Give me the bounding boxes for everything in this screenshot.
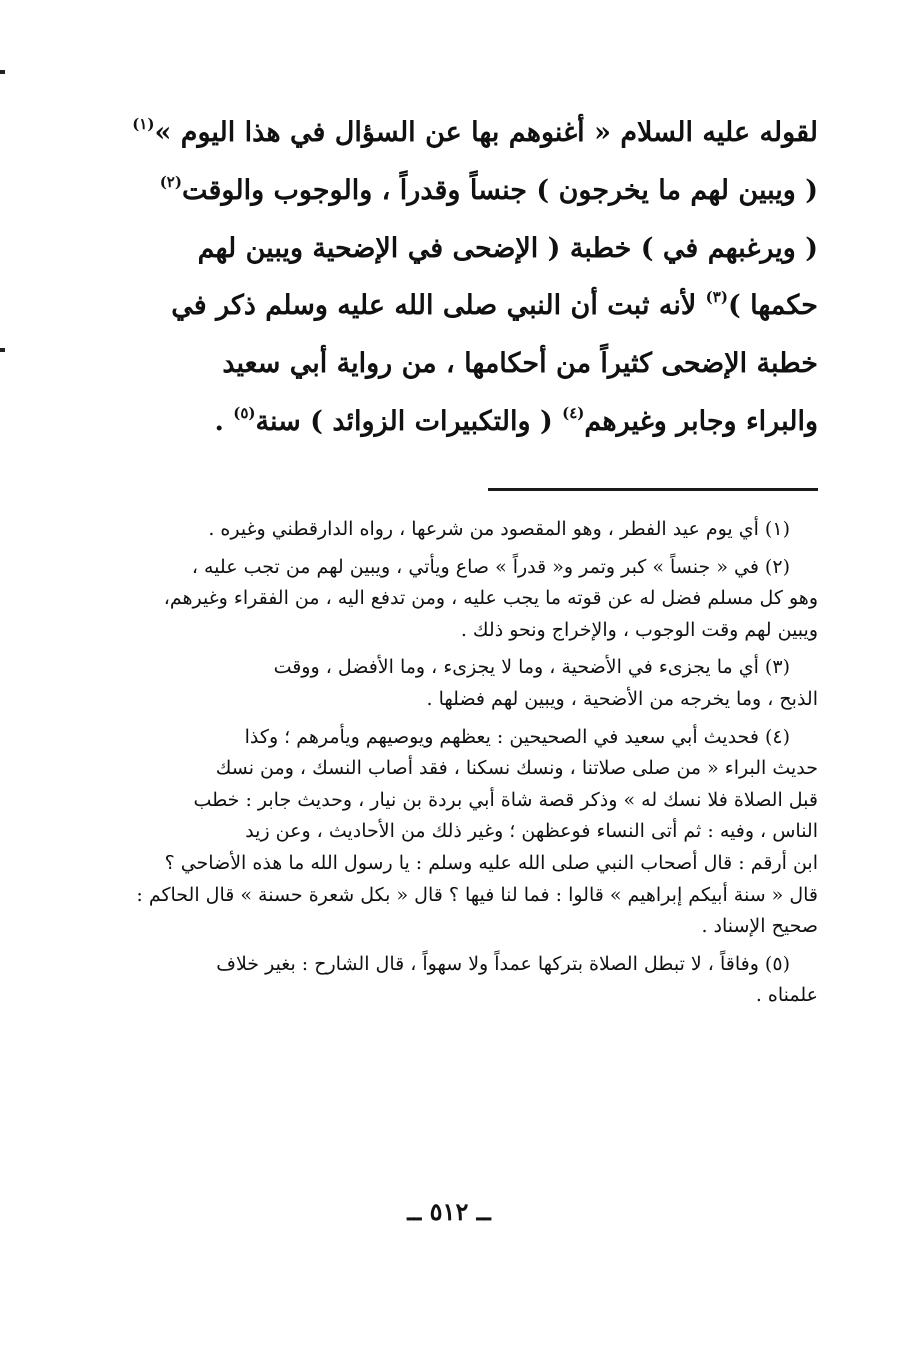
footnote-line: (١) أي يوم عيد الفطر ، وهو المقصود من شرعها ، رواه الدارقطني وغيره .: [208, 518, 790, 540]
footnote-line: قال « سنة أبيكم إبراهيم » قالوا : فما لنا فيها ؟ قال « بكل شعرة حسنة » قال الحاكم :: [136, 883, 818, 906]
main-text-segment: لأنه ثبت أن النبي صلى الله عليه وسلم ذكر في: [171, 290, 706, 322]
main-text-line: [80, 277, 818, 335]
main-text-segment: ( والتكبيرات الزوائد ) سنة: [255, 405, 563, 437]
footnotes-block: [74, 514, 818, 1018]
footnote-1: [74, 514, 818, 546]
main-text-line: [80, 162, 818, 220]
main-text-segment: حكمها ): [727, 290, 818, 322]
main-text-segment: ( ويبين لهم ما يخرجون ) جنساً وقدراً ، والوجوب والوقت: [181, 174, 818, 206]
main-text-segment: خطبة الإضحى كثيراً من أحكامها ، من رواية أبي سعيد: [222, 348, 818, 380]
footnote-separator: [488, 488, 818, 491]
main-text-line: [80, 393, 818, 451]
footnote-line: حديث البراء « من صلى صلاتنا ، ونسك نسكنا ، فقد أصاب النسك ، ومن نسك: [215, 757, 818, 780]
footnote-marker: (٢): [159, 172, 182, 191]
footnote-line: قبل الصلاة فلا نسك له » وذكر قصة شاة أبي بردة بن نيار ، وحديث جابر : خطب: [193, 788, 818, 811]
main-text-segment: .: [214, 405, 234, 437]
footnote-line: صحيح الإسناد .: [701, 915, 818, 938]
footnote-marker: (١): [132, 115, 155, 133]
scan-edge-mark: [0, 348, 5, 352]
footnote-line: الذبح ، وما يخرجه من الأضحية ، ويبين لهم فضلها .: [426, 687, 818, 710]
footnote-4: [74, 722, 818, 943]
footnote-2: [74, 552, 818, 647]
footnote-5: [74, 949, 818, 1012]
footnote-line: (٥) وفاقاً ، لا تبطل الصلاة بتركها عمداً ولا سهواً ، قال الشارح : بغير خلاف: [216, 952, 790, 975]
footnote-line: الناس ، وفيه : ثم أتى النساء فوعظهن ؛ وغير ذلك من الأحاديث ، وعن زيد: [245, 820, 818, 843]
main-text-line: [80, 220, 818, 278]
footnote-marker: (٥): [233, 403, 256, 422]
main-text-block: [80, 104, 818, 451]
footnote-line: ويبين لهم وقت الوجوب ، والإخراج ونحو ذلك .: [460, 618, 818, 641]
main-text-segment: ( ويرغبهم في ) خطبة ( الإضحى في الإضحية ويبين لهم: [197, 232, 818, 264]
footnote-line: (٤) فحديث أبي سعيد في الصحيحين : يعظهم ويوصيهم ويأمرهم ؛ وكذا: [244, 725, 790, 748]
footnote-3: [74, 652, 818, 715]
footnote-line: وهو كل مسلم فضل له عن قوته ما يجب عليه ، ومن تدفع اليه ، من الفقراء وغيرهم،: [163, 587, 818, 610]
main-text-line: [80, 335, 818, 393]
footnote-line: علمناه .: [755, 984, 818, 1007]
main-text-segment: والبراء وجابر وغيرهم: [584, 405, 818, 437]
footnote-line: (٢) في « جنساً » كبر وتمر و« قدراً » صاع ويأتي ، ويبين لهم من تجب عليه ،: [191, 555, 790, 578]
footnote-marker: (٣): [705, 288, 728, 307]
main-text-segment: لقوله عليه السلام « أغنوهم بها عن السؤال في هذا اليوم »: [154, 117, 818, 148]
footnote-line: (٣) أي ما يجزىء في الأضحية ، وما لا يجزىء ، وما الأفضل ، ووقت: [273, 656, 790, 679]
scan-edge-mark: [0, 70, 5, 74]
footnote-line: ابن أرقم : قال أصحاب النبي صلى الله عليه وسلم : يا رسول الله ما هذه الأضاحي ؟: [164, 851, 818, 874]
footnote-marker: (٤): [562, 403, 585, 422]
page-number: ــ ٥١٢ ــ: [407, 1197, 491, 1226]
main-text-line: [80, 104, 818, 162]
